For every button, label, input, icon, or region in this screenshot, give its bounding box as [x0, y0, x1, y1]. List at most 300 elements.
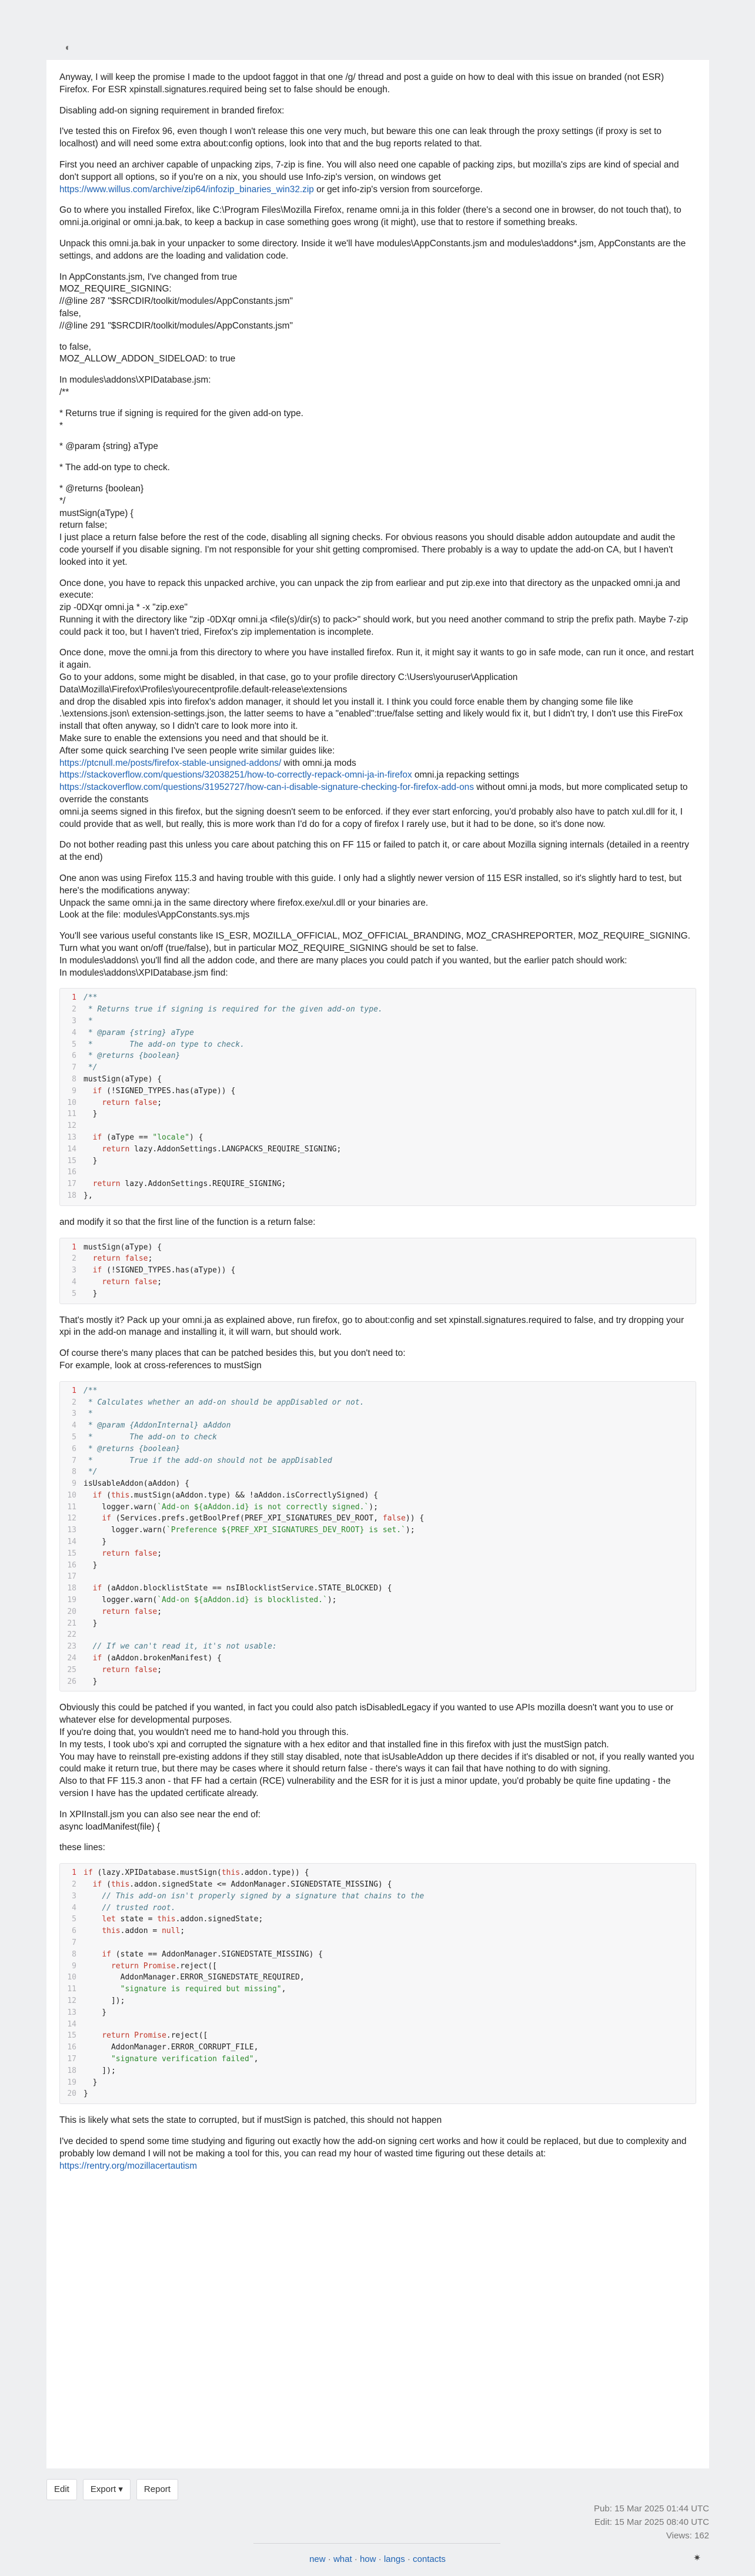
nav-separator: ·: [354, 2554, 358, 2564]
code-token: );: [327, 1596, 337, 1605]
code-token: [83, 1133, 93, 1142]
paragraph: to false, MOZ_ALLOW_ADDON_SIDELOAD: to true: [59, 341, 236, 364]
code-token: [83, 1654, 93, 1663]
theme-toggle-icon[interactable]: ◐: [65, 43, 71, 53]
code-token: }: [83, 1677, 98, 1686]
code-line: [60, 1653, 696, 1664]
code-token: mustSign(aType) {: [83, 1074, 162, 1084]
code-token: if: [92, 1490, 102, 1500]
line-number: 4: [72, 1277, 76, 1287]
code-token: [83, 1927, 102, 1935]
code-token: false: [134, 1277, 158, 1287]
code-token: .mustSign(aAddon.type) && !aAddon.isCorrectlySigned) {: [129, 1490, 378, 1500]
code-line: [60, 1478, 696, 1490]
code-line: [60, 1097, 696, 1109]
code-token: false: [125, 1254, 148, 1264]
paragraph: In modules\addons\XPIDatabase.jsm: /**: [59, 375, 211, 397]
code-line: [60, 1949, 696, 1961]
code-line: [60, 2007, 696, 2019]
code-line: [60, 1062, 696, 1074]
code-line: [60, 1490, 696, 1502]
code-token: this: [157, 1915, 176, 1924]
nav-new-link[interactable]: new: [309, 2554, 326, 2564]
code-line: [60, 1560, 696, 1572]
line-number: 13: [67, 2008, 76, 2017]
code-token: [83, 1087, 93, 1096]
nav-what-link[interactable]: what: [333, 2554, 352, 2564]
code-line: [60, 1086, 696, 1097]
code-token: return: [111, 1961, 139, 1971]
code-token: * True if the add-on should not be appDisabled: [83, 1456, 332, 1465]
code-block: [59, 1238, 696, 1304]
code-token: ]);: [83, 2066, 116, 2075]
line-number: 10: [67, 1098, 76, 1107]
paragraph: [59, 2136, 696, 2172]
line-number: 1: [72, 1386, 76, 1395]
edit-button[interactable]: Edit: [46, 2479, 77, 2500]
code-token: }: [83, 1619, 98, 1628]
line-number: 4: [72, 1421, 76, 1431]
line-number: 7: [72, 1456, 76, 1465]
code-line: [60, 1027, 696, 1039]
line-number: 10: [67, 1973, 76, 1982]
code-line: [60, 1867, 696, 1879]
code-token: false: [382, 1514, 406, 1523]
line-number: 8: [72, 1074, 76, 1084]
published-date: Pub: 15 Mar 2025 01:44 UTC: [594, 2504, 709, 2514]
code-token: if: [92, 1133, 102, 1142]
code-line: [60, 1466, 696, 1478]
nav-separator: ·: [407, 2554, 410, 2564]
line-number: 4: [72, 1028, 76, 1037]
code-token: this: [111, 1490, 130, 1500]
code-block: [59, 988, 696, 1205]
code-token: (aAddon.blocklistState == nsIBlocklistService.STATE_BLOCKED) {: [102, 1584, 392, 1593]
line-number: 26: [67, 1677, 76, 1686]
line-number: 6: [72, 1444, 76, 1453]
code-line: [60, 1167, 696, 1178]
code-token: .addon.signedState <= AddonManager.SIGNEDSTATE_MISSING) {: [129, 1880, 392, 1889]
line-number: 3: [72, 1891, 76, 1901]
export-dropdown-button[interactable]: Export ▾: [83, 2479, 131, 2500]
code-token: if: [83, 1868, 93, 1878]
paragraph: Do not bother reading past this unless you care about patching this on FF 115 or failed to patch it, or care about Mozilla signing internals (detailed in a reentry at the end): [59, 840, 692, 863]
code-token: `Add-on ${aAddon.id} is blocklisted.`: [157, 1596, 328, 1605]
line-number: 9: [72, 1086, 76, 1096]
paragraph-text: First you need an archiver capable of unpacking zips, 7-zip is fine. You will also need one capable of packing zips, but mozilla's zips are kind of special and don't support all options, so if you're on a nix, you should use Info-zip's version, on windows get: [59, 159, 679, 182]
code-token: // This add-on isn't properly signed by a signature that chains to the: [102, 1891, 425, 1901]
line-number: 2: [72, 1005, 76, 1014]
line-number: 20: [67, 2089, 76, 2099]
code-line: [60, 1891, 696, 1902]
line-number: 9: [72, 1961, 76, 1971]
code-token: [83, 1607, 102, 1616]
code-line: [60, 1664, 696, 1676]
line-number: 5: [72, 1432, 76, 1442]
code-token: [83, 1180, 93, 1188]
paragraph-text: Once done, move the omni.ja from this directory to where you have installed firefox. Run it, it might say it wants to go in safe mode, can run it once, and restart it again. Go to your addons, some might be disabled, in that case, go to your profile directory C:\Users\youruser\Application Data\Mozilla\Firefox\Profiles\yourecentprofile.default-release\extensions and drop the disabled xpis into firefox's addon manager, it should let you install it. I think you could force enable them by changing some file like .\extensions.json\ extension-settings.json, the latter seems to have a "enabled":true/false setting and likely would fix it, but I didn't try, I don't use this FireFox install that often anyway, so I didn't care to look more into it. Make sure to enable the extensions you need and that should be it. After some quick searching I've seen people write similar guides like:: [59, 648, 694, 756]
code-line: [60, 2042, 696, 2054]
code-token: }: [83, 2078, 98, 2087]
line-number: 19: [67, 1596, 76, 1605]
code-token: (state == AddonManager.SIGNEDSTATE_MISSING) {: [111, 1949, 323, 1959]
code-line: [60, 1050, 696, 1062]
line-number: 13: [67, 1526, 76, 1535]
paragraph: these lines:: [59, 1843, 105, 1853]
code-token: [83, 1584, 93, 1593]
line-number: 1: [72, 993, 76, 1003]
entry-metadata: [594, 2502, 709, 2542]
sun-icon[interactable]: ✷: [693, 2553, 701, 2563]
code-token: "signature is required but missing": [120, 1985, 282, 1994]
line-number: 2: [72, 1254, 76, 1264]
code-token: if: [92, 1654, 102, 1663]
code-line: [60, 1676, 696, 1688]
line-number: 8: [72, 1949, 76, 1959]
line-number: 6: [72, 1051, 76, 1061]
code-token: Promise: [143, 1961, 176, 1971]
code-token: .addon.signedState;: [175, 1915, 263, 1924]
code-line: [60, 1288, 696, 1300]
line-number: 3: [72, 1017, 76, 1026]
code-token: * The add-on type to check.: [83, 1040, 245, 1049]
line-number: 12: [67, 1121, 76, 1131]
code-token: lazy.AddonSettings.REQUIRE_SIGNING;: [120, 1180, 286, 1189]
code-token: // If we can't read it, it's not usable:: [92, 1642, 277, 1652]
code-line: [60, 1155, 696, 1167]
code-line: [60, 1641, 696, 1653]
code-token: if: [92, 1086, 102, 1096]
code-token: [129, 1666, 134, 1674]
code-token: this: [102, 1927, 121, 1936]
code-token: [83, 2055, 111, 2064]
code-line: [60, 1120, 696, 1132]
paragraph: Disabling add-on signing requirement in branded firefox:: [59, 105, 285, 116]
code-token: this: [111, 1880, 130, 1889]
code-token: logger.warn(: [83, 1596, 158, 1605]
code-token: [83, 1254, 93, 1263]
code-token: * Returns true if signing is required for the given add-on type.: [83, 1005, 383, 1014]
code-line: [60, 1629, 696, 1641]
edited-date: Edit: 15 Mar 2025 08:40 UTC: [594, 2517, 709, 2527]
code-token: }: [83, 1156, 98, 1165]
report-button[interactable]: Report: [136, 2479, 178, 2500]
line-number: 10: [67, 1490, 76, 1500]
code-token: return: [102, 1607, 130, 1616]
code-token: (aAddon.brokenManifest) {: [102, 1654, 222, 1663]
line-number: 16: [67, 1560, 76, 1570]
line-number: 1: [72, 1242, 76, 1252]
code-token: [83, 1514, 102, 1523]
code-token: )) {: [405, 1514, 425, 1523]
code-token: [129, 1607, 134, 1616]
code-token: * @returns {boolean}: [83, 1444, 181, 1453]
code-token: return: [102, 2031, 130, 2041]
code-token: * @param {AddonInternal} aAddon: [83, 1421, 231, 1431]
code-line: [60, 1618, 696, 1630]
code-token: null: [162, 1927, 181, 1936]
code-line: [60, 2088, 696, 2100]
line-number: 11: [67, 1110, 76, 1119]
paragraph: * Returns true if signing is required for the given add-on type. *: [59, 408, 303, 431]
line-number: 1: [72, 1868, 76, 1878]
code-token: [83, 1915, 102, 1924]
code-block: [59, 1863, 696, 2104]
code-token: ;: [157, 1665, 162, 1674]
code-line: [60, 1972, 696, 1984]
code-token: .reject([: [166, 2031, 208, 2041]
line-number: 5: [72, 1040, 76, 1049]
line-number: 22: [67, 1630, 76, 1640]
line-number: 17: [67, 2054, 76, 2064]
code-token: [139, 1962, 143, 1971]
line-number: 24: [67, 1654, 76, 1663]
line-number: 17: [67, 1572, 76, 1582]
code-token: // trusted root.: [102, 1903, 176, 1912]
code-token: let: [102, 1915, 116, 1924]
line-number: 7: [72, 1063, 76, 1073]
code-token: lazy.AddonSettings.LANGPACKS_REQUIRE_SIGNING;: [129, 1144, 342, 1154]
code-token: ;: [180, 1927, 185, 1936]
line-number: 14: [67, 1144, 76, 1154]
line-number: 6: [72, 1927, 76, 1936]
line-number: 2: [72, 1880, 76, 1889]
nav-separator: ·: [328, 2554, 331, 2564]
code-token: return: [102, 1144, 130, 1154]
code-token: },: [83, 1191, 93, 1200]
code-line: [60, 1937, 696, 1949]
code-token: `Add-on ${aAddon.id} is not correctly signed.`: [157, 1502, 369, 1512]
code-token: );: [405, 1526, 415, 1535]
code-token: [129, 2031, 134, 2040]
code-line: [60, 2019, 696, 2031]
line-number: 13: [67, 1133, 76, 1142]
paragraph: Of course there's many places that can be patched besides this, but you don't need to: For example, look at cross-references to mustSign: [59, 1348, 406, 1371]
line-number: 21: [67, 1619, 76, 1628]
code-token: [129, 1549, 134, 1558]
code-line: [60, 1513, 696, 1525]
entry-content: [46, 60, 709, 2468]
stackoverflow-repack-link[interactable]: https://stackoverflow.com/questions/32038251/how-to-correctly-repack-omni-ja-in-firefox: [59, 770, 412, 780]
code-line: [60, 1961, 696, 1972]
line-number: 15: [67, 1549, 76, 1558]
paragraph: In AppConstants.jsm, I've changed from true MOZ_REQUIRE_SIGNING: //@line 287 "$SRCDIR/toolkit/modules/AppConstants.jsm" false, //@line 291 "$SRCDIR/toolkit/modules/AppConstants.jsm": [59, 272, 293, 331]
code-token: }: [83, 1537, 107, 1547]
line-number: 14: [67, 1537, 76, 1547]
code-token: [83, 1880, 93, 1889]
paragraph: Obviously this could be patched if you wanted, in fact you could also patch isDisabledLegacy if you wanted to use APIs mozilla doesn't want you to use or whatever else for developmental purposes. If you're doing that, you wouldn't need me to hand-hold you through this. In my tests, I took ubo's xpi and corrupted the signature with a hex editor and that installed fine in this firefox with just the mustSign patch. You may have to reinstall pre-existing addons if they still stay disabled, note that isUsableAddon up there decides if it's disabled or not, if you really wanted you could make it return true, but there may be cases where it should return false - there's ways it can fail that have nothing to do with signing. Also to that FF 115.3 anon - that FF had a certain (RCE) vulnerability and the ESR for it is just a minor update, you'd probably be quite fine updating - the version I have has the updated certificate already.: [59, 1703, 694, 1799]
infozip-link[interactable]: https://www.willus.com/archive/zip64/infozip_binaries_win32.zip: [59, 184, 314, 195]
code-line: [60, 1995, 696, 2007]
code-line: [60, 1902, 696, 1914]
view-count: Views: 162: [666, 2531, 709, 2541]
code-line: [60, 2030, 696, 2042]
code-token: ;: [157, 1098, 162, 1107]
code-token: (: [102, 1880, 111, 1889]
code-line: [60, 1265, 696, 1277]
code-token: }: [83, 1560, 98, 1570]
code-line: [60, 1443, 696, 1455]
nav-contacts-link[interactable]: contacts: [413, 2554, 446, 2564]
code-line: [60, 1277, 696, 1288]
line-number: 2: [72, 1398, 76, 1407]
code-line: [60, 1397, 696, 1409]
line-number: 11: [67, 1502, 76, 1512]
paragraph: [59, 647, 696, 830]
paragraph-text: or get info-zip's version from sourceforge.: [313, 184, 483, 195]
nav-how-link[interactable]: how: [359, 2554, 376, 2564]
code-token: */: [83, 1063, 98, 1073]
line-number: 18: [67, 2066, 76, 2075]
code-token: this: [221, 1868, 240, 1878]
code-token: [83, 1666, 102, 1674]
entry-actions: [46, 2479, 178, 2500]
code-token: (: [102, 1490, 111, 1500]
line-number: 15: [67, 2031, 76, 2041]
code-line: [60, 1925, 696, 1937]
code-token: if: [92, 1266, 102, 1275]
code-token: ,: [253, 2054, 259, 2064]
code-token: if: [102, 1949, 111, 1959]
code-token: (lazy.XPIDatabase.mustSign(: [92, 1868, 222, 1878]
code-line: [60, 1583, 696, 1594]
nav-separator: ·: [378, 2554, 382, 2564]
footer-nav: [0, 2554, 755, 2565]
code-line: [60, 1879, 696, 1891]
code-line: [60, 1548, 696, 1560]
paragraph-text: I've decided to spend some time studying and figuring out exactly how the add-on signing cert works and how it could be replaced, but due to complexity and probably low demand I will not be making a tool for this, you can read my hour of wasted time figuring out these details at:: [59, 2136, 687, 2159]
code-token: [83, 1145, 102, 1154]
rentry-cert-link[interactable]: https://rentry.org/mozillacertautism: [59, 2160, 198, 2171]
line-number: 23: [67, 1642, 76, 1652]
code-line: [60, 1914, 696, 1925]
line-number: 12: [67, 1514, 76, 1523]
line-number: 5: [72, 1289, 76, 1298]
code-line: [60, 1253, 696, 1265]
code-token: isUsableAddon(aAddon) {: [83, 1479, 190, 1489]
code-token: [129, 1098, 134, 1107]
paragraph: One anon was using Firefox 115.3 and having trouble with this guide. I only had a slightly newer version of 115 ESR installed, so it's slightly hard to test, but here's the modifications anyway: Unpack the same omni.ja in the same directory where firefox.exe/xul.dll or your binaries are. Look at the file: modules\AppConstants.sys.mjs: [59, 873, 682, 920]
code-token: * Calculates whether an add-on should be appDisabled or not.: [83, 1398, 365, 1407]
code-block: [59, 1381, 696, 1692]
code-line: [60, 2077, 696, 2089]
code-token: state =: [115, 1915, 158, 1924]
line-number: 14: [67, 2019, 76, 2029]
code-token: .reject([: [175, 1961, 218, 1971]
code-line: [60, 1190, 696, 1202]
line-number: 17: [67, 1180, 76, 1189]
line-number: 5: [72, 1915, 76, 1924]
code-token: return: [92, 1180, 121, 1189]
line-number: 7: [72, 1938, 76, 1947]
code-token: ;: [157, 1277, 162, 1287]
code-token: return: [102, 1098, 130, 1107]
code-token: [129, 1278, 134, 1287]
code-token: );: [369, 1502, 378, 1512]
code-token: (aType ==: [102, 1133, 153, 1142]
code-token: .addon.type)) {: [240, 1868, 309, 1878]
code-token: ,: [281, 1985, 286, 1994]
code-token: ;: [157, 1607, 162, 1616]
code-token: "locale": [152, 1133, 190, 1142]
stackoverflow-signature-link[interactable]: https://stackoverflow.com/questions/31952727/how-can-i-disable-signature-checking-for-firefox-add-ons: [59, 782, 474, 793]
code-token: (!SIGNED_TYPES.has(aType)) {: [102, 1266, 236, 1275]
paragraph: * @param {string} aType: [59, 441, 158, 452]
code-line: [60, 1144, 696, 1155]
code-token: false: [134, 1607, 158, 1616]
code-line: [60, 1016, 696, 1027]
line-number: 18: [67, 1584, 76, 1593]
code-line: [60, 1455, 696, 1467]
code-line: [60, 2065, 696, 2077]
ptcnull-link[interactable]: https://ptcnull.me/posts/firefox-stable-unsigned-addons/: [59, 758, 282, 768]
line-number: 18: [67, 1191, 76, 1200]
code-token: logger.warn(: [83, 1526, 166, 1535]
code-line: [60, 1594, 696, 1606]
code-token: return: [102, 1665, 130, 1674]
code-token: [83, 1278, 102, 1287]
line-number: 15: [67, 1156, 76, 1165]
code-token: logger.warn(: [83, 1502, 158, 1512]
code-token: .addon =: [120, 1927, 162, 1936]
paragraph: I've tested this on Firefox 96, even though I won't release this one very much, but beware this one can leak through the proxy settings (if proxy is set to localhost) and will need some extra about:config options, look into that and the bug reports related to that.: [59, 126, 664, 149]
code-line: [60, 1420, 696, 1432]
code-line: [60, 1004, 696, 1016]
paragraph: [59, 159, 696, 196]
code-line: [60, 1074, 696, 1086]
paragraph: This is likely what sets the state to corrupted, but if mustSign is patched, this should not happen: [59, 2115, 442, 2126]
code-line: [60, 1536, 696, 1548]
code-token: * @param {string} aType: [83, 1028, 194, 1037]
code-token: * The add-on to check: [83, 1432, 217, 1442]
code-line: [60, 1178, 696, 1190]
code-token: if: [92, 1880, 102, 1889]
code-token: return: [92, 1254, 121, 1264]
code-token: ;: [148, 1254, 153, 1264]
code-line: [60, 1984, 696, 1995]
code-token: ) {: [189, 1133, 203, 1142]
nav-langs-link[interactable]: langs: [383, 2554, 405, 2564]
line-number: 8: [72, 1468, 76, 1477]
paragraph: You'll see various useful constants like IS_ESR, MOZILLA_OFFICIAL, MOZ_OFFICIAL_BRANDING, MOZ_CRASHREPORTER, MOZ_REQUIRE_SIGNING. Turn what you want on/off (true/false), but in particular MOZ_REQUIRE_SIGNING should be set to false. In modules\addons\ you'll find all the addon code, and there are many places you could patch if you wanted, but the earlier patch should work: In modules\addons\XPIDatabase.jsm find:: [59, 931, 690, 978]
line-number: 12: [67, 1996, 76, 2005]
code-token: [83, 1985, 121, 1994]
code-line: [60, 1525, 696, 1536]
paragraph-text: without omni.ja mods, but more complicated setup to override the constants omni.ja seems signed in this firefox, but the signing doesn't seem to be enforced. if they ever start enforcing, you'd probably also have to patch xul.dll for it, I could provide that as well, but really, this is more work than I'd do for a copy of firefox I rarely use, but it had to be done, so it's done now.: [59, 782, 688, 829]
code-token: }: [83, 1110, 98, 1119]
code-token: ]);: [83, 1996, 125, 2005]
code-line: [60, 1571, 696, 1583]
paragraph-text: omni.ja repacking settings: [414, 770, 519, 780]
code-line: [60, 1408, 696, 1420]
paragraph: Anyway, I will keep the promise I made to the updoot faggot in that one /g/ thread and post a guide on how to deal with this issue on branded (not ESR) Firefox. For ESR xpinstall.signatures.required being set to false should be enough.: [59, 72, 667, 95]
code-line: [60, 1132, 696, 1144]
code-token: [83, 1962, 111, 1971]
code-token: [83, 2031, 102, 2040]
paragraph: * @returns {boolean} */ mustSign(aType) { return false; I just place a return false before the rest of the code, disabling all signing checks. For obvious reasons you should disable addon autoupdate and audit the code yourself if you disable signing. I'm not responsible for your shit getting compromised. There probably is a way to update the add-on CA, but I haven't looked into it yet.: [59, 483, 676, 567]
code-token: /**: [83, 993, 98, 1003]
code-line: [60, 1432, 696, 1443]
code-token: return: [102, 1549, 130, 1558]
code-token: */: [83, 1468, 98, 1477]
code-token: }: [83, 2008, 107, 2017]
paragraph: In XPIInstall.jsm you can also see near the end of: async loadManifest(file) {: [59, 1809, 261, 1832]
line-number: 16: [67, 2043, 76, 2052]
line-number: 19: [67, 2078, 76, 2087]
line-number: 9: [72, 1479, 76, 1489]
code-token: "signature verification failed": [111, 2054, 254, 2064]
code-token: ;: [157, 1549, 162, 1558]
